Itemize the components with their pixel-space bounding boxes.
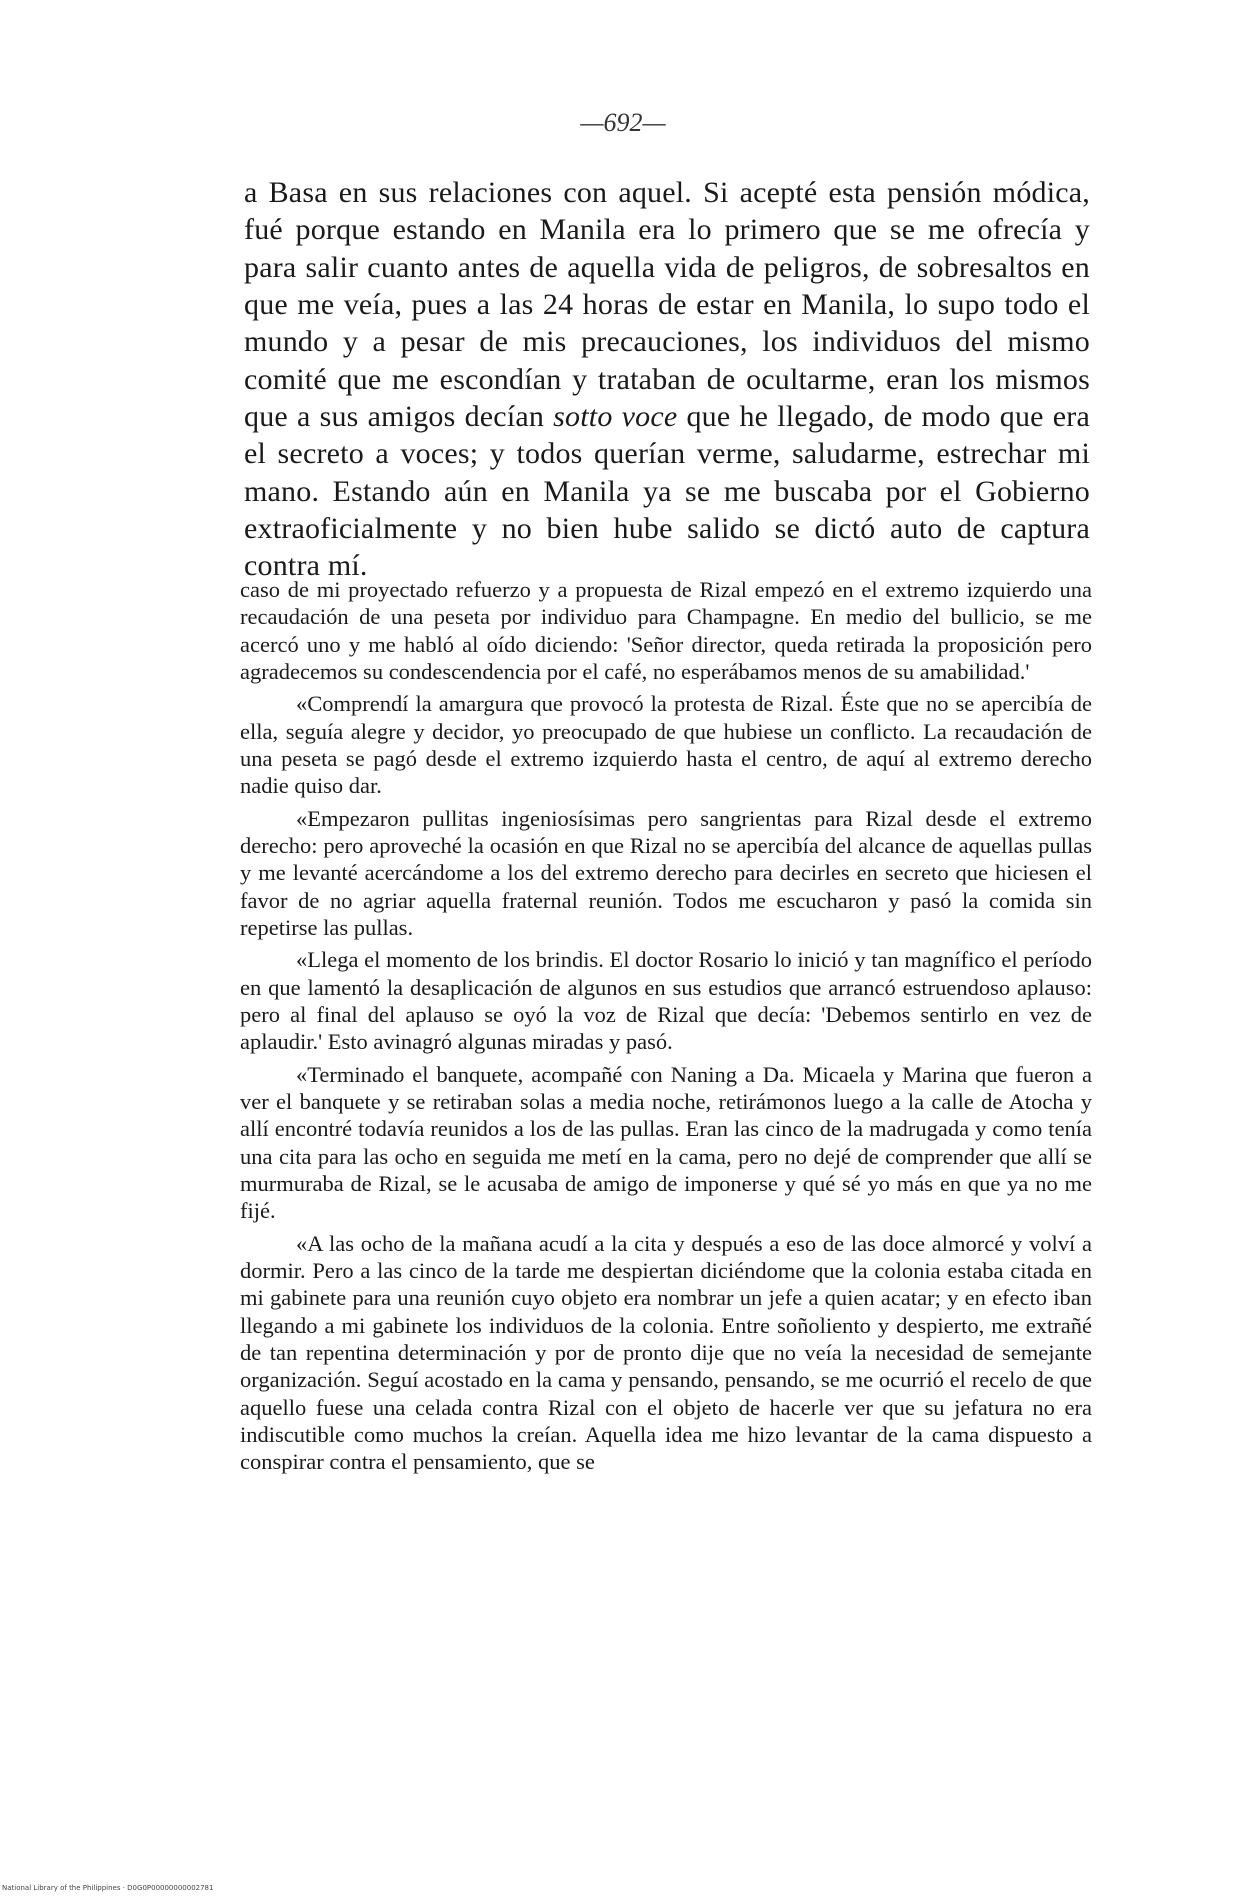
italic-phrase: sotto voce — [553, 400, 678, 434]
upper-text-block — [244, 174, 1090, 585]
lower-paragraph-1: caso de mi proyectado refuerzo y a propuesta de Rizal empezó en el extremo izquierdo una recaudación de una peseta por individuo para Champagne. En medio del bullicio, se me acercó uno y me habló al oído diciendo: 'Señor director, queda retirada la proposición pero agradecemos su condescendencia por el café, no esperábamos menos de su amabilidad.' — [240, 577, 1092, 684]
page-number: —692— — [580, 108, 666, 137]
lower-text-block — [240, 576, 1092, 1476]
lower-paragraph-4: «Llega el momento de los brindis. El doctor Rosario lo inició y tan magnífico el período en que lamentó la desaplicación de algunos en sus estudios que arrancó estruendoso aplauso: pero al final del aplauso se oyó la voz de Rizal que decía: 'Debemos sentirlo en vez de aplaudir.' Esto avinagró algunas miradas y pasó. — [240, 947, 1092, 1055]
lower-paragraph-6: «A las ocho de la mañana acudí a la cita y después a eso de las doce almorcé y volví a dormir. Pero a las cinco de la tarde me despiertan diciéndome que la colonia estaba citada en mi gabinete para una reunión cuyo objeto era nombrar un jefe a quien acatar; y en efecto iban llegando a mi gabinete los individuos de la colonia. Entre soñoliento y despierto, me extrañé de tan repentina determinación y por de pronto dije que no veía la necesidad de semejante organización. Seguí acostado en la cama y pensando, pensando, se me ocurrió el recelo de que aquello fuese una celada contra Rizal con el objeto de hacerle ver que su jefatura no era indiscutible como muchos la creían. Aquella idea me hizo levantar de la cama dispuesto a conspirar contra el pensamiento, que se — [240, 1230, 1092, 1475]
upper-paragraph: a Basa en sus relaciones con aquel. Si acepté esta pensión módica, fué porque estando en Manila era lo primero que se me ofrecía y para salir cuanto antes de aquella vida de peligros, de sobresaltos en que me veía, pues a las 24 horas de estar en Manila, lo supo todo el mundo y a pesar de mis precauciones, los individuos del mismo comité que me escondían y trataban de ocultarme, eran los mismos que a sus amigos decían sotto voce que he llegado, de modo que era el secreto a voces; y todos querían verme, saludarme, estrechar mi mano. Estando aún en Manila ya se me buscaba por el Gobierno extraoficialmente y no bien hube salido se dictó auto de captura contra mí. — [244, 176, 1090, 583]
footer-watermark: National Library of the Philippines · D0G0P00000000002781 — [2, 1884, 214, 1892]
lower-paragraph-5: «Terminado el banquete, acompañé con Naning a Da. Micaela y Marina que fueron a ver el banquete y se retiraban solas a media noche, retirámonos luego a la calle de Atocha y allí encontré todavía reunidos a los de las pullas. Eran las cinco de la madrugada y como tenía una cita para las ocho en seguida me metí en la cama, pero no dejé de comprender que allí se murmuraba de Rizal, se le acusaba de amigo de imponerse y qué sé yo más en que ya no me fijé. — [240, 1061, 1092, 1224]
lower-paragraph-2: «Comprendí la amargura que provocó la protesta de Rizal. Éste que no se apercibía de ella, seguía alegre y decidor, yo preocupado de que hubiese un conflicto. La recaudación de una peseta se pagó desde el extremo izquierdo hasta el centro, de aquí al extremo derecho nadie quiso dar. — [240, 691, 1092, 799]
lower-paragraph-3: «Empezaron pullitas ingeniosísimas pero sangrientas para Rizal desde el extremo derecho: pero aproveché la ocasión en que Rizal no se apercibía del alcance de aquellas pullas y me levanté acercándome a los del extremo derecho para decirles en secreto que hiciesen el favor de no agriar aquella fraternal reunión. Todos me escucharon y pasó la comida sin repetirse las pullas. — [240, 805, 1092, 940]
